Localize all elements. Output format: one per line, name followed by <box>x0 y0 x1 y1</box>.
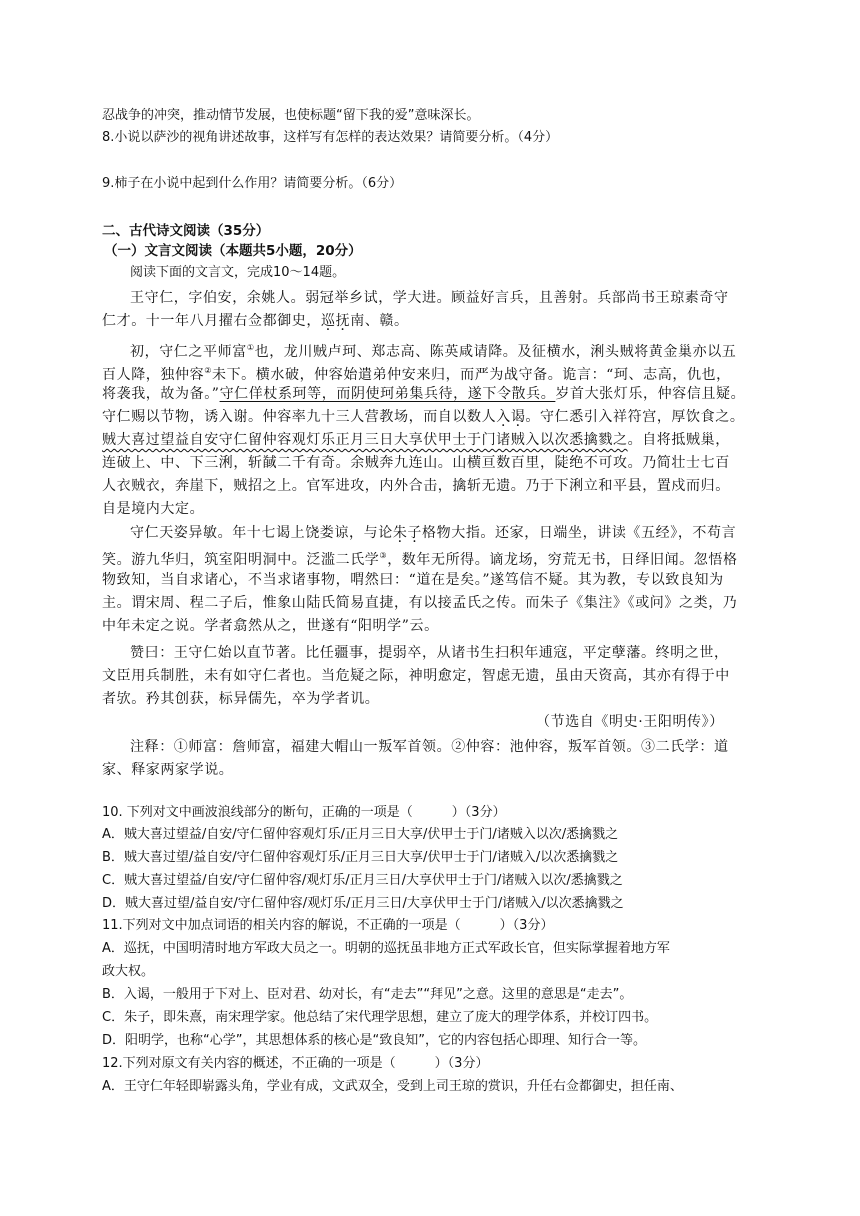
subsection-title: （一）文言文阅读（本题共5小题，20分） <box>104 243 362 259</box>
q11-option-b: B．入谒，一般用于下对上、臣对君、幼对长，有“走去”“拜见”之意。这里的意思是“走去”。 <box>102 987 633 1002</box>
footnote-marker: ③ <box>379 551 388 560</box>
dotted-char: 子 <box>407 525 423 541</box>
passage-p2-line8: 自是境内大定。 <box>102 501 205 517</box>
wavy-underlined-text: 贼大喜过望益自安守仁留仲容观灯乐正月三日大享伏甲士于门诸贼入以次悉擒戮之 <box>102 432 628 448</box>
passage-p3-line5: 中年未定之说。学者翕然从之，世遂有“阳明学”云。 <box>102 618 439 634</box>
passage-p2-line5: 贼大喜过望益自安守仁留仲容观灯乐正月三日大享伏甲士于门诸贼入以次悉擒戮之。自将抵贼巢， <box>102 432 730 448</box>
passage-p2-line7: 人衣贼衣，奔崖下，贼招之上。官军进攻，内外合击，擒斩无遗。乃于下浰立和平县，置戍而归。 <box>102 478 730 494</box>
passage-p3-line4: 主。谓宋周、程二子后，惟象山陆氏简易直捷，有以接孟氏之传。而朱子《集注》《或问》之类，乃 <box>102 595 738 611</box>
passage-p4-line2: 文臣用兵制胜，未有如守仁者也。当危疑之际，神明愈定，智虑无遗，虽由天资高，其亦有得于中 <box>102 668 730 684</box>
passage-p2-line2: 百人降，独仲容②未下。横水破，仲容始遣弟仲安来归，而严为战守备。诡言：“珂、志高，仇也， <box>102 366 731 383</box>
dotted-char: 巡 <box>321 313 336 329</box>
notes-line1: 注释：①师富：詹师富，福建大帽山一叛军首领。②仲容：池仲容，叛军首领。③二氏学：道 <box>130 739 729 755</box>
passage-p4-line3: 者欤。矜其创获，标异儒先，卒为学者讥。 <box>102 691 380 707</box>
passage-p2-line1: 初，守仁之平师富①也，龙川贼卢珂、郑志高、陈英咸请降。及征横水，浰头贼将黄金巢亦以五 <box>130 343 737 360</box>
dotted-char: 抚 <box>335 313 351 329</box>
prev-answer-continuation: 忍战争的冲突，推动情节发展，也使标题“留下我的爱”意味深长。 <box>102 108 480 123</box>
underlined-sentence: 守仁佯杖系珂等，而阴使珂弟集兵待，遂下令散兵。 <box>219 386 556 402</box>
q12-option-a: A．王守仁年轻即崭露头角，学业有成，文武双全，受到上司王琼的赏识，升任右佥都御史，担任南、 <box>102 1079 683 1094</box>
notes-line2: 家、释家两家学说。 <box>102 762 234 778</box>
passage-p3-line1: 守仁天姿异敏。年十七谒上饶娄谅，与论朱子格物大指。还家，日端坐，讲读《五经》，不苟言 <box>130 525 737 541</box>
q10-option-a: A．贼大喜过望益/自安/守仁留仲容观灯乐/正月三日大享/伏甲士于门/诸贼入以次/悉擒戮之 <box>102 827 619 842</box>
q11-option-d: D．阳明学，也称“心学”，其思想体系的核心是“致良知”，它的内容包括心即理、知行合一等。 <box>102 1033 646 1048</box>
passage-p3-line2: 笑。游九华归，筑室阳明洞中。泛滥二氏学③，数年无所得。谪龙场，穷荒无书，日绎旧闻。忽悟格 <box>102 551 738 568</box>
dotted-char: 谒 <box>510 409 526 425</box>
footnote-marker: ② <box>204 366 212 375</box>
question-10: 10. 下列对文中画波浪线部分的断句，正确的一项是（ ）（3分） <box>102 805 506 820</box>
passage-p1-line1: 王守仁，字伯安，余姚人。弱冠举乡试，学大进。顾益好言兵，且善射。兵部尚书王琼素奇守 <box>130 290 729 306</box>
q11-option-c: C．朱子，即朱熹，南宋理学家。他总结了宋代理学思想，建立了庞大的理学体系，并校订四书。 <box>102 1010 658 1025</box>
passage-p4-line1: 赞曰：王守仁始以直节著。比任疆事，提弱卒，从诸书生扫积年逋寇，平定孽藩。终明之世， <box>130 645 729 661</box>
question-8: 8.小说以萨沙的视角讲述故事，这样写有怎样的表达效果？请简要分析。（4分） <box>102 130 559 145</box>
passage-source: （节选自《明史·王阳明传》） <box>536 714 724 730</box>
section-title: 二、古代诗文阅读（35分） <box>102 223 270 239</box>
passage-p3-line3: 物致知，当自求诸心，不当求诸事物，喟然曰：“道在是矣。”遂笃信不疑。其为教，专以致良知为 <box>102 572 724 588</box>
dotted-char: 朱 <box>392 525 408 541</box>
passage-p1-line2: 仁才。十一年八月擢右佥都御史，巡抚南、赣。 <box>102 313 409 329</box>
question-9: 9.柿子在小说中起到什么作用？请简要分析。（6分） <box>102 176 403 191</box>
footnote-marker: ① <box>246 343 255 352</box>
q10-option-d: D．贼大喜过望/益自安/守仁留仲容/观灯乐/正月三日/大享伏甲士于门/诸贼入/以次悉擒戮之 <box>102 896 624 911</box>
q11-option-a-line2: 政大权。 <box>102 964 155 979</box>
dotted-char: 入 <box>496 409 511 425</box>
question-11: 11.下列对文中加点词语的相关内容的解说，不正确的一项是（ ）（3分） <box>102 918 554 933</box>
passage-p2-line6: 连破上、中、下三浰，斩馘二千有奇。余贼奔九连山。山横亘数百里，陡绝不可攻。乃简壮士七百 <box>102 455 730 471</box>
q11-option-a-line1: A．巡抚，中国明清时地方军政大员之一。明朝的巡抚虽非地方正式军政长官，但实际掌握着地方军 <box>102 941 670 956</box>
passage-p2-line3: 将袭我，故为备。”守仁佯杖系珂等，而阴使珂弟集兵待，遂下令散兵。岁首大张灯乐，仲容信且疑。 <box>102 386 746 402</box>
q10-option-b: B．贼大喜过望/益自安/守仁留仲容观灯乐/正月三日大享/伏甲士于门/诸贼入/以次悉擒戮之 <box>102 850 619 865</box>
question-12: 12.下列对原文有关内容的概述，不正确的一项是（ ）（3分） <box>102 1056 489 1071</box>
q10-option-c: C．贼大喜过望益/自安/守仁留仲容/观灯乐/正月三日/大享伏甲士于门/诸贼入以次/悉擒戮之 <box>102 873 623 888</box>
reading-instruction: 阅读下面的文言文，完成10～14题。 <box>130 265 346 280</box>
passage-p2-line4: 守仁赐以节物，诱入谢。仲容率九十三人营教场，而自以数人入谒。守仁悉引入祥符宫，厚饮食之。 <box>102 409 745 425</box>
